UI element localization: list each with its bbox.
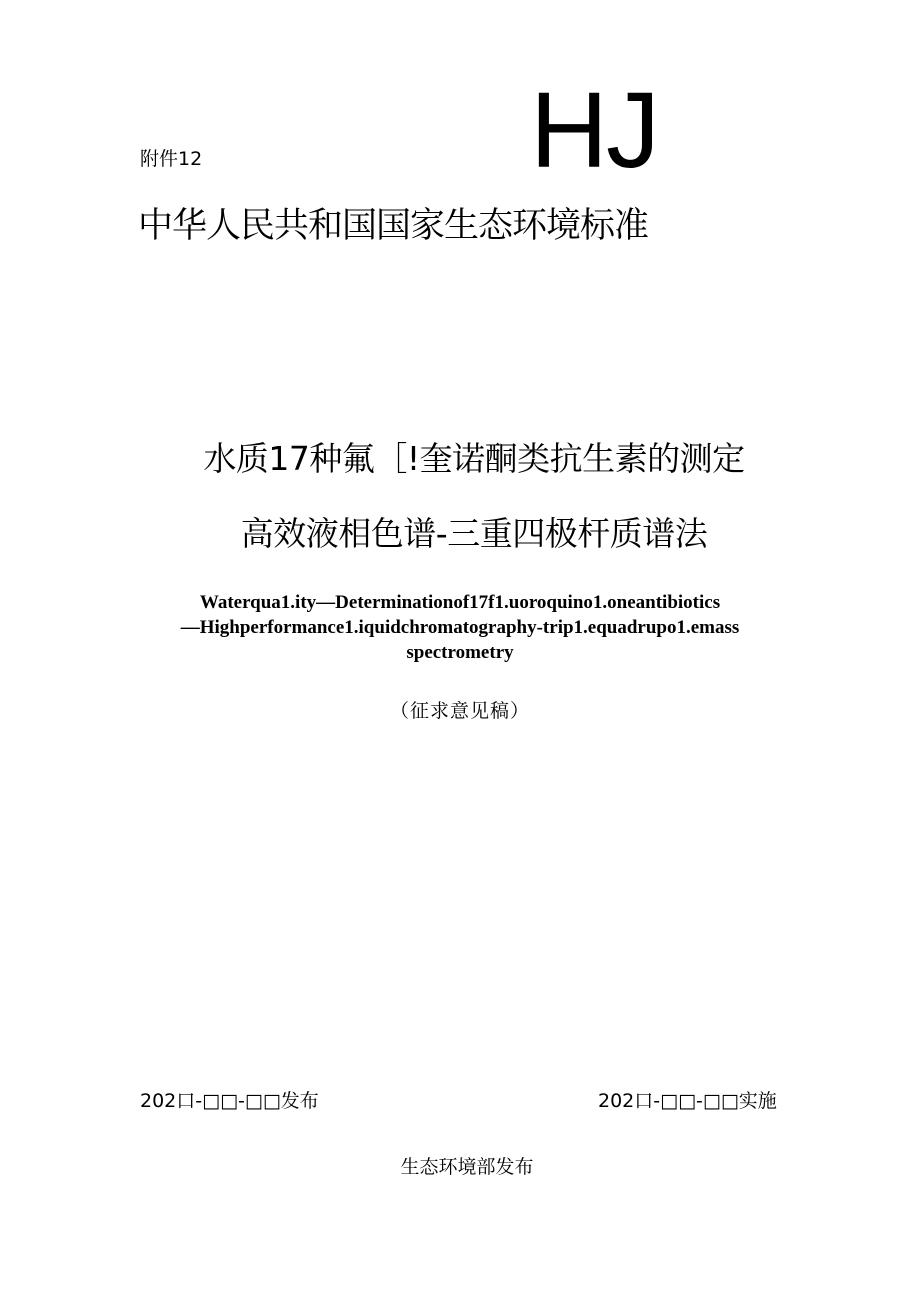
standard-code-logo: HJ [530, 69, 658, 190]
standard-category-heading: 中华人民共和国国家生态环境标准 [138, 206, 649, 246]
draft-status-label: （征求意见稿） [389, 700, 530, 722]
document-title-en-line-3: spectrometry [406, 642, 514, 663]
document-title-en-line-2: —Highperformance1.iquidchromatography-trip1.equadrupo1.emass [180, 617, 740, 638]
document-title-cn-line-2: 高效液相色谱-三重四极杆质谱法 [240, 514, 708, 553]
publish-date: 202口-□□-□□发布 [140, 1090, 319, 1112]
attachment-label: 附件12 [140, 148, 203, 170]
publisher-label: 生态环境部发布 [400, 1156, 534, 1178]
effective-date: 202口-□□-□□实施 [598, 1090, 777, 1112]
document-title-cn-line-1: 水质17种氟［!奎诺酮类抗生素的测定 [203, 439, 745, 478]
document-title-en-line-1: Waterqua1.ity—Determinationof17f1.uoroquino1.oneantibiotics [199, 592, 721, 613]
